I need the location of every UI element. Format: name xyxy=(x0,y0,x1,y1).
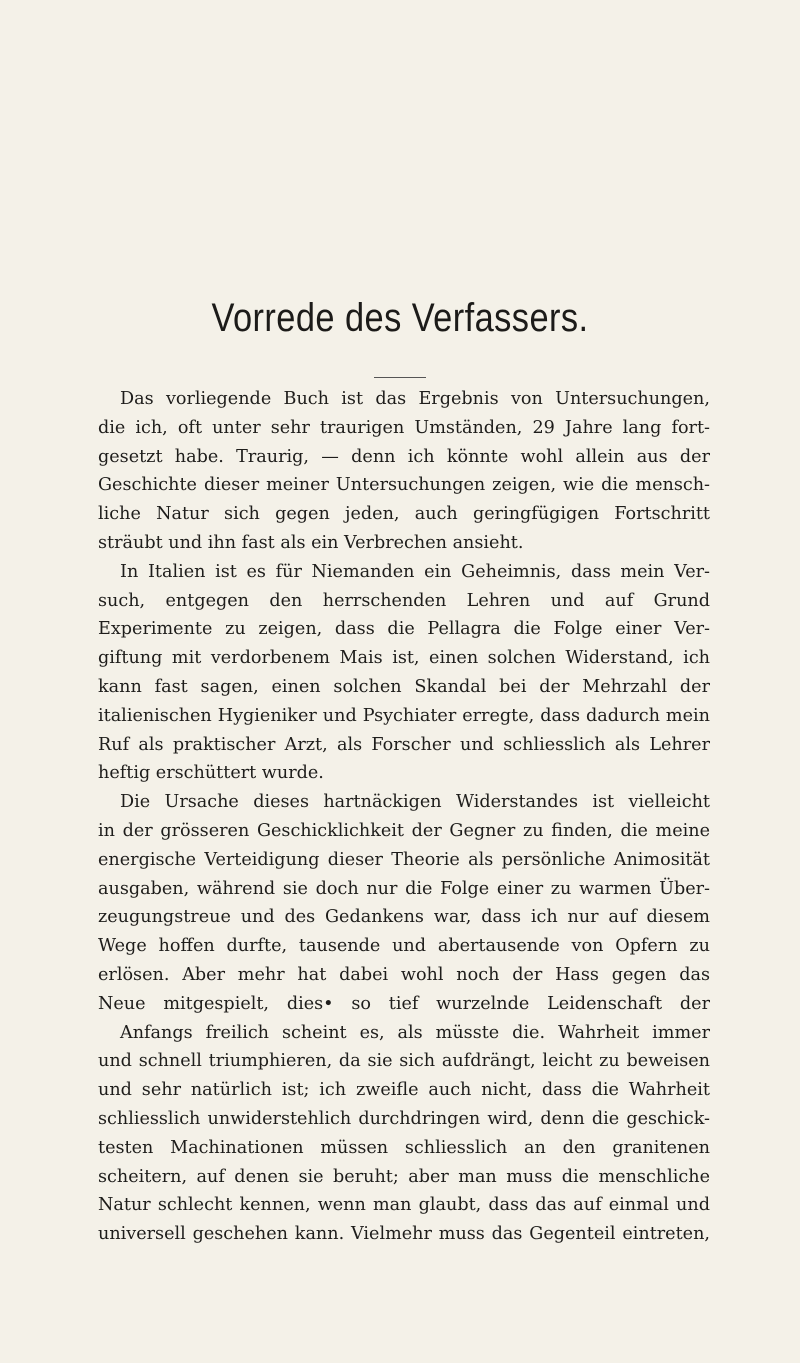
text-line: scheitern, auf denen sie beruht; aber man muss die menschliche xyxy=(98,1166,710,1187)
text-line: liche Natur sich gegen jeden, auch geringfügigen Fortschritt xyxy=(98,504,710,525)
text-line: die ich, oft unter sehr traurigen Umständen, 29 Jahre lang fort- xyxy=(98,417,710,438)
text-line: kann fast sagen, einen solchen Skandal bei der Mehrzahl der xyxy=(98,676,710,697)
preface-text xyxy=(98,385,710,1249)
text-line: Natur schlecht kennen, wenn man glaubt, dass das auf einmal und xyxy=(98,1195,710,1216)
text-line: gesetzt habe. Traurig, — denn ich könnte wohl allein aus der xyxy=(98,446,710,467)
text-line: Das vorliegende Buch ist das Ergebnis von Untersuchungen, xyxy=(120,389,710,409)
text-line: in der grösseren Geschicklichkeit der Gegner zu finden, die meine xyxy=(98,820,710,841)
text-line: Neue mitgespielt, dies• so tief wurzelnde Leidenschaft der xyxy=(98,993,710,1014)
text-line: erlösen. Aber mehr hat dabei wohl noch der Hass gegen das xyxy=(98,964,710,985)
text-line: italienischen Hygieniker und Psychiater erregte, dass dadurch mein xyxy=(98,705,710,726)
text-line: testen Machinationen müssen schliesslich an den granitenen xyxy=(98,1137,710,1158)
text-line: Die Ursache dieses hartnäckigen Widerstandes ist vielleicht xyxy=(120,792,710,813)
text-line: Geschichte dieser meiner Untersuchungen zeigen, wie die mensch- xyxy=(98,475,710,496)
text-line: giftung mit verdorbenem Mais ist, einen solchen Widerstand, ich xyxy=(98,648,710,669)
heading-divider xyxy=(374,377,426,378)
text-line: universell geschehen kann. Vielmehr muss das Gegenteil eintreten, xyxy=(98,1224,710,1245)
text-line: und schnell triumphieren, da sie sich aufdrängt, leicht zu beweisen xyxy=(98,1051,710,1072)
text-line: Ruf als praktischer Arzt, als Forscher und schliesslich als Lehrer xyxy=(98,734,710,755)
text-line: zeugungstreue und des Gedankens war, dass ich nur auf diesem xyxy=(98,907,710,928)
text-line: Wege hoffen durfte, tausende und abertausende von Opfern zu xyxy=(98,936,710,957)
text-line: und sehr natürlich ist; ich zweifle auch nicht, dass die Wahrheit xyxy=(98,1080,710,1101)
chapter-heading: Vorrede des Verfassers. xyxy=(211,296,589,340)
text-line: heftig erschüttert wurde. xyxy=(98,763,324,784)
text-line: energische Verteidigung dieser Theorie als persönliche Animosität xyxy=(98,849,710,870)
text-line: ausgaben, während sie doch nur die Folge einer zu warmen Über- xyxy=(98,878,710,899)
text-line: sträubt und ihn fast als ein Verbrechen ansieht. xyxy=(98,532,524,553)
text-line: such, entgegen den herrschenden Lehren und auf Grund xyxy=(98,590,710,611)
text-line: Experimente zu zeigen, dass die Pellagra die Folge einer Ver- xyxy=(98,619,710,640)
text-line: In Italien ist es für Niemanden ein Geheimnis, dass mein Ver- xyxy=(120,561,710,582)
text-line: schliesslich unwiderstehlich durchdringen wird, denn die geschick- xyxy=(98,1108,710,1129)
text-line: Anfangs freilich scheint es, als müsste die. Wahrheit immer xyxy=(120,1022,710,1043)
